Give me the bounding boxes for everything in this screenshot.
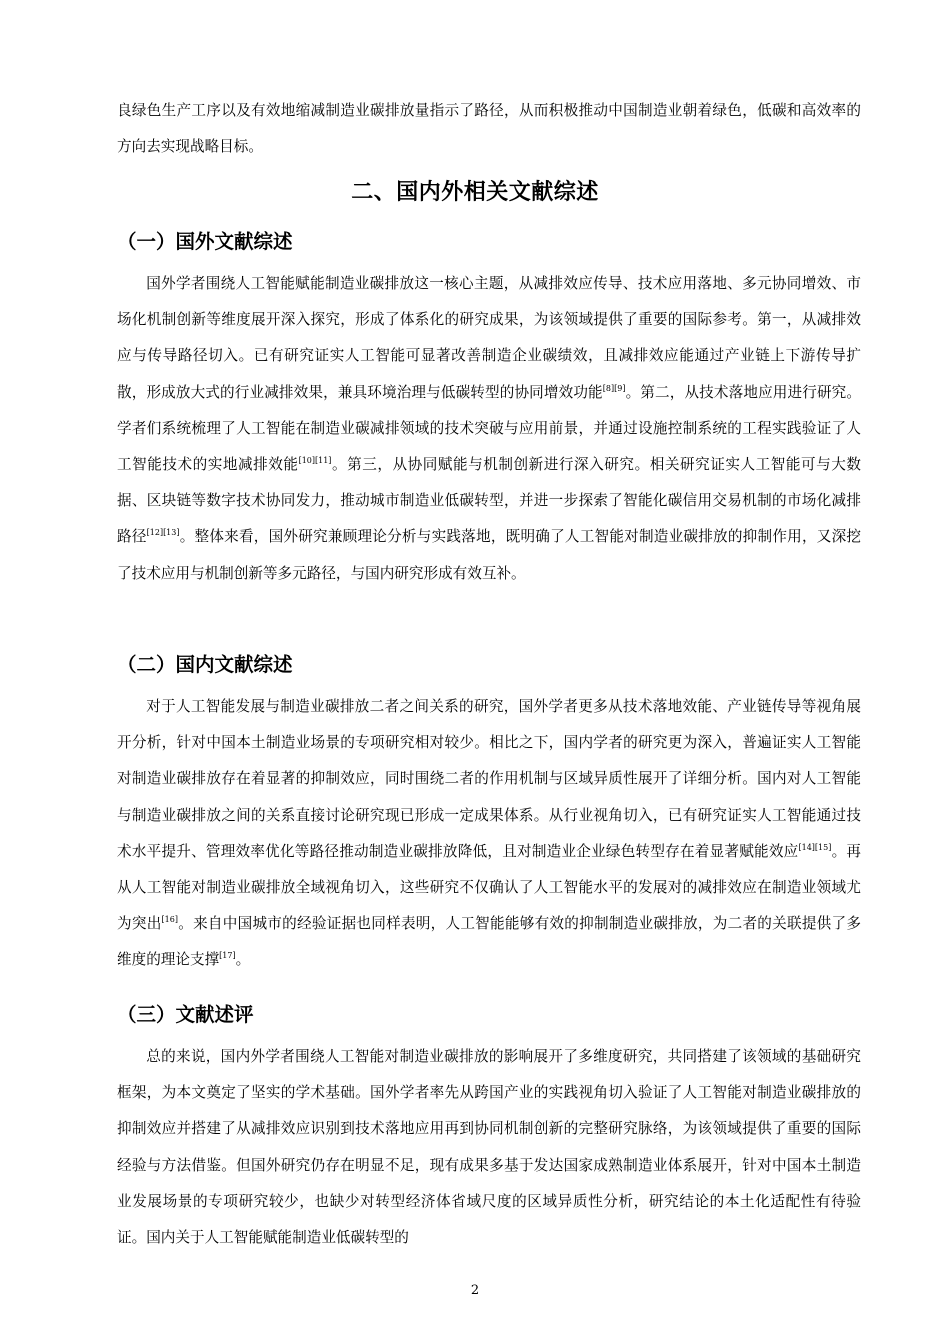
foreign-review-paragraph: 国外学者围绕人工智能赋能制造业碳排放这一核心主题，从减排效应传导、技术应用落地、多元协同增效、市场化机制创新等维度展开深入探究，形成了体系化的研究成果，为该领域提供了重要的国际参考。第一，从减排效应与传导路径切入。已有研究证实人工智能可显著改善制造企业碳绩效，且减排效应能通过产业链上下游传导扩散，形成放大式的行业减排效果，兼具环境治理与低碳转型的协同增效功能[8][9]。第二，从技术落地应用进行研究。学者们系统梳理了人工智能在制造业碳减排领域的技术突破与应用前景，并通过设施控制系统的工程实践验证了人工智能技术的实地减排效能[10][11]。第三，从协同赋能与机制创新进行深入研究。相关研究证实人工智能可与大数据、区块链等数字技术协同发力，推动城市制造业低碳转型，并进一步探索了智能化碳信用交易机制的市场化减排路径[12][13]。整体来看，国外研究兼顾理论分析与实践落地，既明确了人工智能对制造业碳排放的抑制作用，又深挖了技术应用与机制创新等多元路径，与国内研究形成有效互补。 xyxy=(117,275,861,582)
commentary-paragraph: 总的来说，国内外学者围绕人工智能对制造业碳排放的影响展开了多维度研究，共同搭建了该领域的基础研究框架，为本文奠定了坚实的学术基础。国外学者率先从跨国产业的实践视角切入验证了人工智能对制造业碳排放的抑制效应并搭建了从减排效应识别到技术落地应用再到协同机制创新的完整研究脉络，为该领域提供了重要的国际经验与方法借鉴。但国外研究仍存在明显不足，现有成果多基于发达国家成熟制造业体系展开，针对中国本土制造业发展场景的专项研究较少，也缺少对转型经济体省域尺度的区域异质性分析，研究结论的本土化适配性有待验证。国内关于人工智能赋能制造业低碳转型的 xyxy=(117,1048,861,1247)
domestic-review-paragraph: 对于人工智能发展与制造业碳排放二者之间关系的研究，国外学者更多从技术落地效能、产业链传导等视角展开分析，针对中国本土制造业场景的专项研究相对较少。相比之下，国内学者的研究更为深入，普遍证实人工智能对制造业碳排放存在着显著的抑制效应，同时围绕二者的作用机制与区域异质性展开了详细分析。国内对人工智能与制造业碳排放之间的关系直接讨论研究现已形成一定成果体系。从行业视角切入，已有研究证实人工智能通过技术水平提升、管理效率优化等路径推动制造业碳排放降低，且对制造业企业绿色转型存在着显著赋能效应[14][15]。再从人工智能对制造业碳排放全域视角切入，这些研究不仅确认了人工智能水平的发展对的减排效应在制造业领域尤为突出[16]。来自中国城市的经验证据也同样表明，人工智能能够有效的抑制制造业碳排放，为二者的关联提供了多维度的理论支撑[17]。 xyxy=(117,698,861,969)
citation[interactable]: [12][13] xyxy=(146,528,180,538)
citation[interactable]: [16] xyxy=(161,915,178,925)
citation[interactable]: [8][9] xyxy=(602,383,626,393)
subsection-heading-foreign: （一）国外文献综述 xyxy=(117,230,293,253)
citation[interactable]: [17] xyxy=(219,951,236,961)
subsection-heading-domestic: （二）国内文献综述 xyxy=(117,653,293,676)
subsection-heading-commentary: （三）文献述评 xyxy=(117,1003,254,1026)
continued-paragraph: 良绿色生产工序以及有效地缩减制造业碳排放量指示了路径，从而积极推动中国制造业朝着绿色，低碳和高效率的方向去实现战略目标。 xyxy=(117,102,861,156)
page-number: 2 xyxy=(470,1283,480,1298)
citation[interactable]: [10][11] xyxy=(298,456,332,466)
section-title: 二、国内外相关文献综述 xyxy=(351,180,599,205)
citation[interactable]: [14][15] xyxy=(798,842,832,852)
